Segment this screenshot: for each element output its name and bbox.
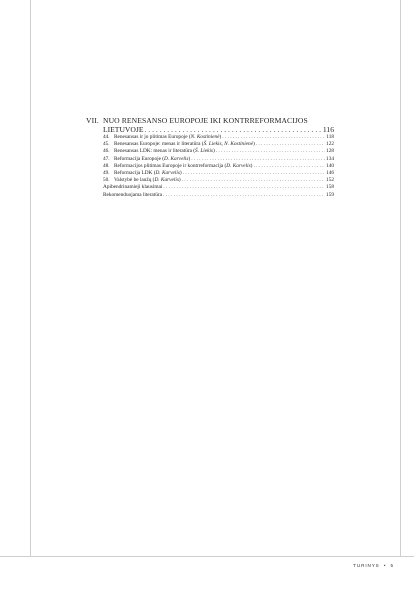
toc-entry-close-paren: ) [178,177,181,184]
toc-entry[interactable] [103,156,334,163]
toc-entry-title-text: Reformacijos plitimas Europoje ir kontrreformacija ( [114,162,227,169]
toc-entry[interactable] [103,192,334,199]
toc-entry-title [114,156,190,163]
toc-entry-title-text: Apibendrinamieji klausimai [103,184,163,191]
dot-leader [145,125,322,134]
dot-leader [216,148,325,155]
toc-entry-title [114,177,181,184]
dot-leader [182,177,325,184]
toc-entry-title-text: Renesansas ir jo plitimas Europoje ( [114,134,191,140]
running-footer [353,563,394,568]
chapter-title: NUO RENESANSO EUROPOJE IKI KONTRREFORMACIJOS [103,116,308,125]
toc-entry-page: 159 [326,191,334,198]
toc-entry-title-text: Reformacija LDK ( [114,170,156,177]
toc-entry-close-paren: ) [253,141,255,148]
toc-entry[interactable] [103,148,334,155]
chapter-heading [86,116,334,125]
toc-entry-page: 152 [326,177,334,184]
dot-leader [191,156,325,163]
toc-entry-number: 46. [103,148,110,155]
chapter-number: VII. [86,116,99,125]
page-crop-line-bottom [0,556,414,557]
toc-entry-author: Š. Liekis, N. Kostinienė [203,141,254,148]
toc-entry-close-paren: ) [188,155,191,162]
toc-entry-page: 128 [326,148,334,155]
toc-entry-author: D. Karvelis [226,162,251,169]
toc-entry[interactable] [103,184,334,191]
toc-entry-author: N. Kostinienė [190,134,220,140]
toc-entry-page: 146 [326,170,334,177]
dot-leader [163,184,325,191]
toc-entry-author: D. Karvelis [154,177,179,184]
toc-entry-close-paren: ) [179,170,182,177]
toc-entry-author: D. Karvelis [164,155,189,162]
toc-entry-page: 118 [326,134,334,140]
dot-leader [163,192,325,199]
toc-entry-close-paren: ) [250,162,253,169]
toc-entry-number: 49. [103,170,110,177]
toc-entry-title [114,148,215,155]
toc-entry-page: 134 [326,155,334,162]
toc-entry-author: D. Karvelis [155,170,180,177]
toc-entry-page: 122 [326,141,334,148]
table-of-contents [86,116,334,199]
toc-entry-author: Š. Liekis [195,148,213,155]
chapter-title-continued: LIETUVOJE [103,125,144,134]
toc-entry-title-text: Renesansas Europoje: menas ir literatūra ( [114,141,204,148]
toc-entry[interactable] [103,163,334,170]
dot-leader [256,141,325,148]
toc-entry-number: 44. [103,134,110,140]
dot-leader [250,162,325,170]
footer-page-number: 5 [390,563,394,568]
toc-entry-title-text: Rekomenduojama literatūra [103,191,162,198]
page-crop-line-left [30,0,31,556]
toc-entries [86,134,334,199]
chapter-heading-line2 [103,125,334,134]
toc-entry-close-paren: ) [213,148,215,155]
toc-entry-page: 140 [326,162,334,169]
dot-leader [183,170,325,177]
toc-entry-page: 158 [326,184,334,191]
toc-entry-title-text: Renesansas LDK: menas ir literatūra ( [114,148,196,155]
toc-entry-number: 45. [103,141,110,148]
toc-entry-title [114,163,252,170]
toc-entry-number: 47. [103,155,110,162]
toc-entry-title [103,192,162,199]
page-crop-line-right [400,0,401,556]
footer-separator: • [383,563,387,568]
toc-entry-close-paren: ) [219,134,222,140]
toc-entry-title-text: Valstybė be laužų ( [114,177,155,184]
toc-entry[interactable] [103,177,334,184]
toc-entry-number: 48. [103,162,110,169]
toc-entry-title-text: Reformacija Europoje ( [114,155,165,162]
chapter-page: 116 [322,125,334,134]
toc-entry-title [103,184,162,191]
toc-entry-number: 50. [103,177,110,184]
footer-section: TURINYS [353,563,380,568]
